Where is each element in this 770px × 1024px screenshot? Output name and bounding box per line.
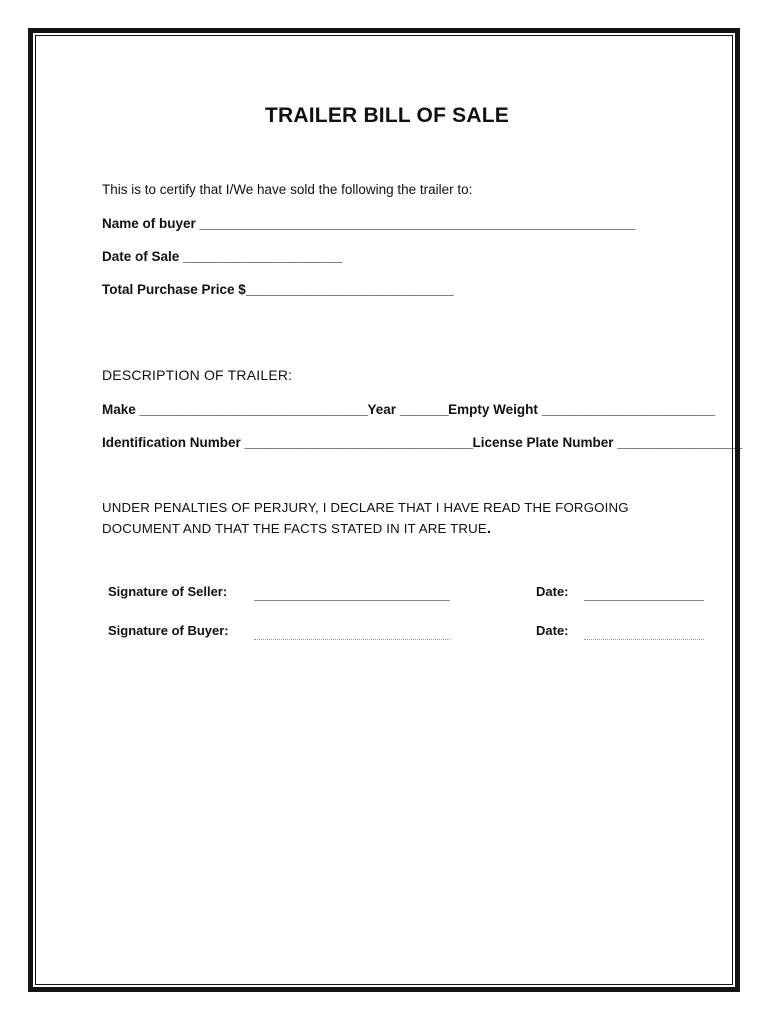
total-purchase-price-label: Total Purchase Price $ <box>102 282 246 297</box>
signature-block <box>108 584 708 662</box>
date-of-sale-input-line[interactable]: _______________________ <box>183 249 342 264</box>
seller-date-label: Date: <box>536 584 569 599</box>
signature-of-buyer-label: Signature of Buyer: <box>108 623 229 638</box>
perjury-statement-text: UNDER PENALTIES OF PERJURY, I DECLARE THAT I HAVE READ THE FORGOING DOCUMENT AND THAT THE FACTS STATED IN IT ARE TRUE <box>102 500 629 536</box>
signature-of-seller-input-line[interactable] <box>254 600 450 601</box>
name-of-buyer-input-line[interactable]: _______________________________________________________________ <box>199 216 635 231</box>
seller-date-input-line[interactable] <box>584 600 704 601</box>
empty-weight-label: Empty Weight <box>448 402 542 417</box>
year-label: Year <box>367 402 400 417</box>
signature-of-buyer-input-line[interactable] <box>254 639 450 640</box>
field-identification-and-license <box>102 433 742 452</box>
name-of-buyer-label: Name of buyer <box>102 216 200 231</box>
total-purchase-price-input-line[interactable]: ______________________________ <box>245 282 454 297</box>
page-border-inner <box>35 35 742 985</box>
field-total-purchase-price <box>102 280 453 299</box>
page-title: TRAILER BILL OF SALE <box>265 104 509 127</box>
year-input-line[interactable]: _______ <box>399 402 449 417</box>
page-border <box>28 28 740 992</box>
perjury-statement-period: . <box>486 520 492 537</box>
intro-statement: This is to certify that I/We have sold the following the trailer to: <box>102 182 473 197</box>
make-label: Make <box>102 402 140 417</box>
identification-number-input-line[interactable]: _________________________________ <box>244 435 473 450</box>
description-of-trailer-heading: DESCRIPTION OF TRAILER: <box>102 367 293 383</box>
empty-weight-input-line[interactable]: _________________________ <box>541 402 715 417</box>
signature-row-buyer <box>108 623 708 662</box>
field-name-of-buyer <box>102 214 635 233</box>
license-plate-number-input-line[interactable]: __________________ <box>617 435 742 450</box>
buyer-date-label: Date: <box>536 623 569 638</box>
perjury-statement <box>102 497 692 539</box>
buyer-date-input-line[interactable] <box>584 639 704 640</box>
field-make-year-empty-weight <box>102 400 714 419</box>
signature-row-seller <box>108 584 708 623</box>
signature-of-seller-label: Signature of Seller: <box>108 584 228 599</box>
identification-number-label: Identification Number <box>102 435 245 450</box>
make-input-line[interactable]: _________________________________ <box>139 402 368 417</box>
license-plate-number-label: License Plate Number <box>472 435 618 450</box>
date-of-sale-label: Date of Sale <box>102 249 184 264</box>
field-date-of-sale <box>102 247 342 266</box>
document-sheet <box>36 36 742 990</box>
